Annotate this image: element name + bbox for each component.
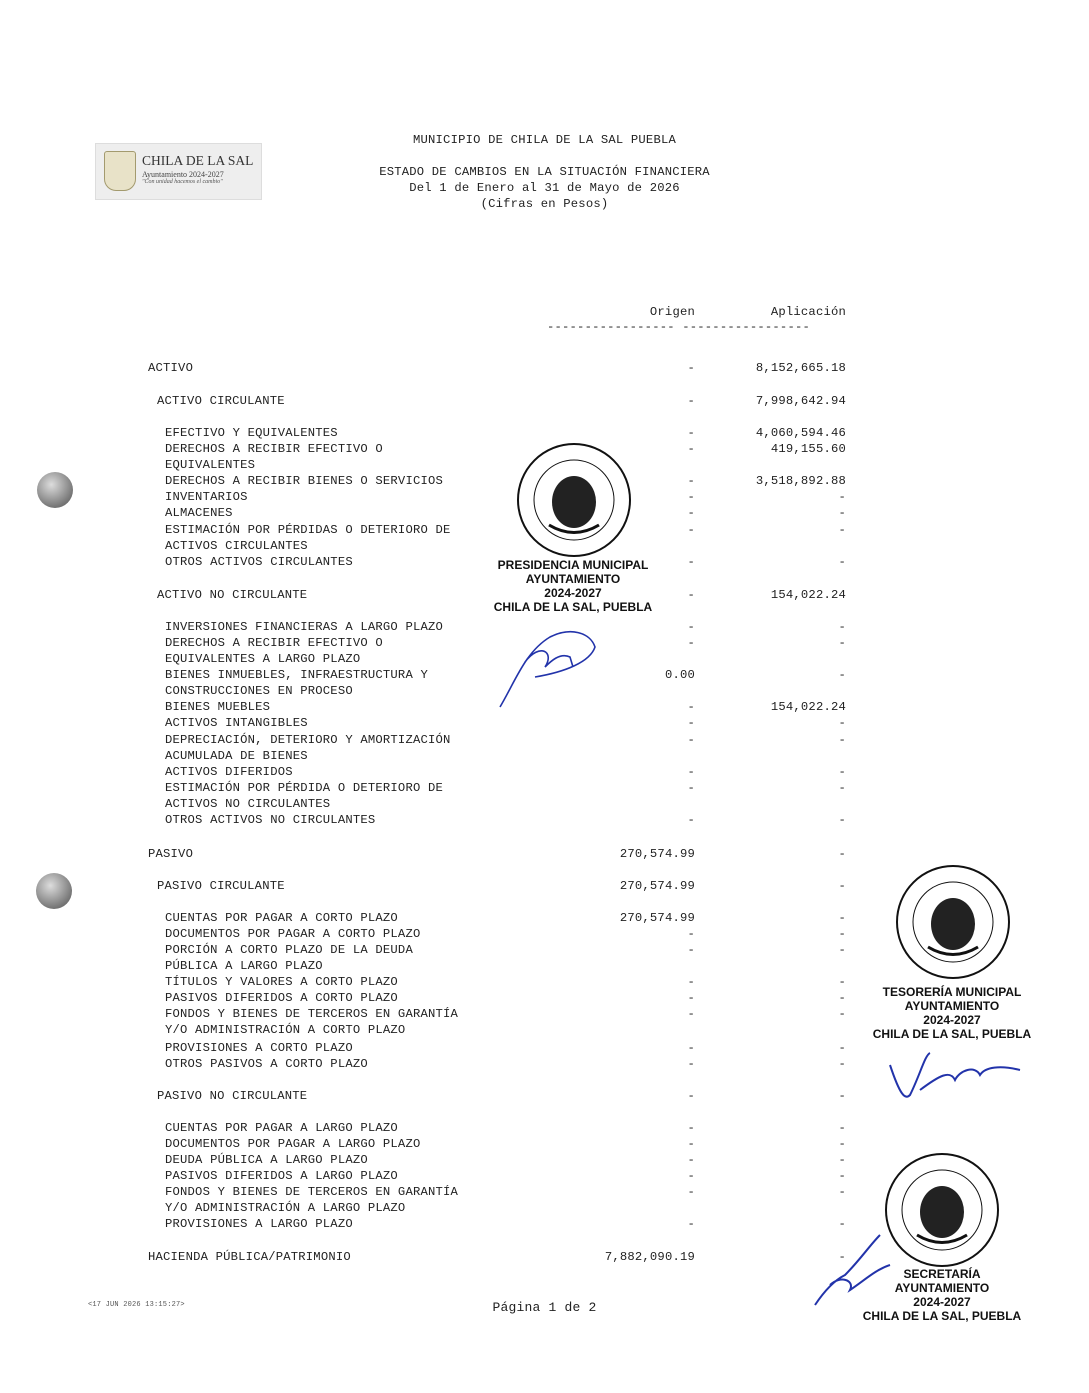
row-label: ACTIVO CIRCULANTE	[157, 394, 285, 408]
row-label: ESTIMACIÓN POR PÉRDIDAS O DETERIORO DE	[165, 523, 451, 537]
header-spacer	[0, 148, 1089, 164]
row-label: DOCUMENTOS POR PAGAR A LARGO PLAZO	[165, 1137, 421, 1151]
tesoreria-seal-icon	[893, 862, 1013, 982]
row-aplicacion: -	[838, 668, 846, 682]
presidencia-signature-icon	[495, 622, 605, 712]
row-aplicacion: 7,998,642.94	[755, 394, 846, 408]
row-label: DERECHOS A RECIBIR EFECTIVO O	[165, 636, 383, 650]
row-label: ACTIVO	[148, 361, 194, 375]
row-aplicacion: -	[838, 506, 846, 520]
stamp-line: 2024-2027	[544, 586, 602, 600]
row-origen: -	[687, 781, 695, 795]
row-label: OTROS ACTIVOS NO CIRCULANTES	[165, 813, 376, 827]
row-label: BIENES MUEBLES	[165, 700, 271, 714]
logo-subtitle: Ayuntamiento 2024-2027	[142, 170, 224, 179]
row-origen: -	[687, 1153, 695, 1167]
municipality-name: MUNICIPIO DE CHILA DE LA SAL PUEBLA	[413, 133, 676, 147]
page-number: Página 1 de 2	[492, 1300, 597, 1315]
presidencia-seal-icon	[514, 440, 634, 560]
tesoreria-stamp	[862, 985, 1042, 1041]
column-aplicacion: Aplicación	[770, 305, 846, 319]
row-label: ACUMULADA DE BIENES	[165, 749, 308, 763]
row-label: CUENTAS POR PAGAR A LARGO PLAZO	[165, 1121, 398, 1135]
row-origen: -	[687, 442, 695, 456]
row-aplicacion: -	[838, 1007, 846, 1021]
row-aplicacion: -	[838, 1041, 846, 1055]
tesoreria-signature-icon	[880, 1045, 1030, 1105]
row-aplicacion: -	[838, 1121, 846, 1135]
row-origen: -	[687, 1137, 695, 1151]
row-origen: -	[687, 1089, 695, 1103]
row-aplicacion: -	[838, 555, 846, 569]
column-origen: Origen	[649, 305, 695, 319]
row-aplicacion: 419,155.60	[770, 442, 846, 456]
row-aplicacion: -	[838, 1185, 846, 1199]
row-label: Y/O ADMINISTRACIÓN A CORTO PLAZO	[165, 1023, 406, 1037]
row-label: OTROS PASIVOS A CORTO PLAZO	[165, 1057, 368, 1071]
row-label: EFECTIVO Y EQUIVALENTES	[165, 426, 338, 440]
row-origen: -	[687, 765, 695, 779]
stamp-line: AYUNTAMIENTO	[894, 1281, 990, 1295]
table-row	[0, 733, 1089, 749]
row-label: ALMACENES	[165, 506, 233, 520]
stamp-line: 2024-2027	[923, 1013, 981, 1027]
row-aplicacion: -	[838, 523, 846, 537]
row-origen: -	[687, 813, 695, 827]
row-label: DOCUMENTOS POR PAGAR A CORTO PLAZO	[165, 927, 421, 941]
row-aplicacion: 154,022.24	[770, 700, 846, 714]
row-origen: -	[687, 927, 695, 941]
row-label: ACTIVOS DIFERIDOS	[165, 765, 293, 779]
row-label: DERECHOS A RECIBIR BIENES O SERVICIOS	[165, 474, 444, 488]
row-aplicacion: -	[838, 991, 846, 1005]
row-aplicacion: -	[838, 781, 846, 795]
row-aplicacion: -	[838, 490, 846, 504]
row-origen: -	[687, 620, 695, 634]
row-aplicacion: -	[838, 813, 846, 827]
row-origen: -	[687, 1041, 695, 1055]
logo-slogan: "Con unidad hacemos el cambio"	[142, 179, 223, 185]
row-origen: 270,574.99	[619, 879, 695, 893]
table-row	[0, 716, 1089, 732]
row-label: PASIVO	[148, 847, 194, 861]
stamp-line: PRESIDENCIA MUNICIPAL	[497, 558, 649, 572]
stamp-line: 2024-2027	[913, 1295, 971, 1309]
row-aplicacion: -	[838, 927, 846, 941]
table-row	[0, 813, 1089, 829]
row-origen: -	[687, 523, 695, 537]
row-aplicacion: -	[838, 733, 846, 747]
row-label: FONDOS Y BIENES DE TERCEROS EN GARANTÍA	[165, 1185, 459, 1199]
row-origen: -	[687, 636, 695, 650]
row-origen: -	[687, 943, 695, 957]
row-aplicacion: 8,152,665.18	[755, 361, 846, 375]
secretaria-seal-icon	[882, 1150, 1002, 1270]
row-aplicacion: -	[838, 1153, 846, 1167]
table-row	[0, 394, 1089, 410]
column-rule: ----------------- -----------------	[547, 320, 810, 334]
row-label: DEUDA PÚBLICA A LARGO PLAZO	[165, 1153, 368, 1167]
row-label: PROVISIONES A LARGO PLAZO	[165, 1217, 353, 1231]
row-aplicacion: -	[838, 847, 846, 861]
row-origen: -	[687, 490, 695, 504]
row-aplicacion: -	[838, 879, 846, 893]
row-origen: -	[687, 506, 695, 520]
table-row	[0, 847, 1089, 863]
row-label: PORCIÓN A CORTO PLAZO DE LA DEUDA	[165, 943, 413, 957]
row-origen: 7,882,090.19	[604, 1250, 695, 1264]
row-label: PASIVOS DIFERIDOS A LARGO PLAZO	[165, 1169, 398, 1183]
row-origen: -	[687, 426, 695, 440]
row-aplicacion: -	[838, 636, 846, 650]
row-label: PASIVO CIRCULANTE	[157, 879, 285, 893]
table-row	[0, 749, 1089, 765]
row-label: ACTIVOS CIRCULANTES	[165, 539, 308, 553]
row-label: ACTIVOS NO CIRCULANTES	[165, 797, 331, 811]
table-row	[0, 361, 1089, 377]
row-label: PASIVOS DIFERIDOS A CORTO PLAZO	[165, 991, 398, 1005]
row-origen: 0.00	[664, 668, 695, 682]
row-origen: -	[687, 1185, 695, 1199]
row-aplicacion: -	[838, 716, 846, 730]
stamp-line: CHILA DE LA SAL, PUEBLA	[493, 600, 653, 614]
row-label: TÍTULOS Y VALORES A CORTO PLAZO	[165, 975, 398, 989]
row-aplicacion: 4,060,594.46	[755, 426, 846, 440]
row-origen: -	[687, 716, 695, 730]
presidencia-stamp	[478, 558, 668, 614]
row-origen: -	[687, 394, 695, 408]
row-aplicacion: -	[838, 620, 846, 634]
row-origen: -	[687, 474, 695, 488]
row-label: CUENTAS POR PAGAR A CORTO PLAZO	[165, 911, 398, 925]
row-label: DEPRECIACIÓN, DETERIORO Y AMORTIZACIÓN	[165, 733, 451, 747]
table-row	[0, 797, 1089, 813]
row-origen: -	[687, 991, 695, 1005]
row-label: FONDOS Y BIENES DE TERCEROS EN GARANTÍA	[165, 1007, 459, 1021]
secretaria-signature-icon	[810, 1230, 900, 1310]
row-origen: -	[687, 1217, 695, 1231]
row-origen: -	[687, 700, 695, 714]
row-origen: -	[687, 1169, 695, 1183]
row-label: PASIVO NO CIRCULANTE	[157, 1089, 308, 1103]
table-row	[0, 781, 1089, 797]
report-title: ESTADO DE CAMBIOS EN LA SITUACIÓN FINANCIERA	[379, 165, 710, 179]
row-aplicacion: -	[838, 1137, 846, 1151]
table-row	[0, 765, 1089, 781]
report-period: Del 1 de Enero al 31 de Mayo de 2026	[409, 181, 680, 195]
stamp-line: AYUNTAMIENTO	[525, 572, 621, 586]
row-label: ESTIMACIÓN POR PÉRDIDA O DETERIORO DE	[165, 781, 444, 795]
row-aplicacion: 154,022.24	[770, 588, 846, 602]
table-row	[0, 1121, 1089, 1137]
report-header	[0, 132, 1089, 212]
row-label: EQUIVALENTES A LARGO PLAZO	[165, 652, 361, 666]
stamp-line: CHILA DE LA SAL, PUEBLA	[862, 1309, 1022, 1323]
row-aplicacion: -	[838, 765, 846, 779]
row-label: CONSTRUCCIONES EN PROCESO	[165, 684, 353, 698]
row-origen: -	[687, 975, 695, 989]
row-label: ACTIVO NO CIRCULANTE	[157, 588, 308, 602]
stamp-line: SECRETARÍA	[903, 1267, 981, 1281]
row-origen: -	[687, 1121, 695, 1135]
row-label: INVERSIONES FINANCIERAS A LARGO PLAZO	[165, 620, 444, 634]
row-label: OTROS ACTIVOS CIRCULANTES	[165, 555, 353, 569]
row-aplicacion: -	[838, 943, 846, 957]
row-label: ACTIVOS INTANGIBLES	[165, 716, 308, 730]
report-units: (Cifras en Pesos)	[480, 197, 609, 211]
row-aplicacion: -	[838, 1250, 846, 1264]
row-aplicacion: -	[838, 1169, 846, 1183]
row-origen: -	[687, 733, 695, 747]
row-label: PROVISIONES A CORTO PLAZO	[165, 1041, 353, 1055]
row-aplicacion: -	[838, 1089, 846, 1103]
row-origen: -	[687, 361, 695, 375]
row-origen: 270,574.99	[619, 911, 695, 925]
stamp-line: TESORERÍA MUNICIPAL	[882, 985, 1022, 999]
row-label: HACIENDA PÚBLICA/PATRIMONIO	[148, 1250, 351, 1264]
print-timestamp: <17 JUN 2026 13:15:27>	[88, 1301, 185, 1309]
row-aplicacion: -	[838, 1217, 846, 1231]
row-label: EQUIVALENTES	[165, 458, 256, 472]
row-aplicacion: -	[838, 1057, 846, 1071]
row-label: Y/O ADMINISTRACIÓN A LARGO PLAZO	[165, 1201, 406, 1215]
row-label: INVENTARIOS	[165, 490, 248, 504]
row-aplicacion: 3,518,892.88	[755, 474, 846, 488]
row-label: DERECHOS A RECIBIR EFECTIVO O	[165, 442, 383, 456]
row-label: BIENES INMUEBLES, INFRAESTRUCTURA Y	[165, 668, 428, 682]
row-origen: 270,574.99	[619, 847, 695, 861]
stamp-line: CHILA DE LA SAL, PUEBLA	[872, 1027, 1032, 1041]
row-aplicacion: -	[838, 911, 846, 925]
row-aplicacion: -	[838, 975, 846, 989]
logo-name: CHILA DE LA SAL	[142, 153, 254, 168]
row-origen: -	[687, 588, 695, 602]
row-origen: -	[687, 1007, 695, 1021]
stamp-line: AYUNTAMIENTO	[904, 999, 1000, 1013]
row-origen: -	[687, 1057, 695, 1071]
row-label: PÚBLICA A LARGO PLAZO	[165, 959, 323, 973]
row-origen: -	[687, 555, 695, 569]
